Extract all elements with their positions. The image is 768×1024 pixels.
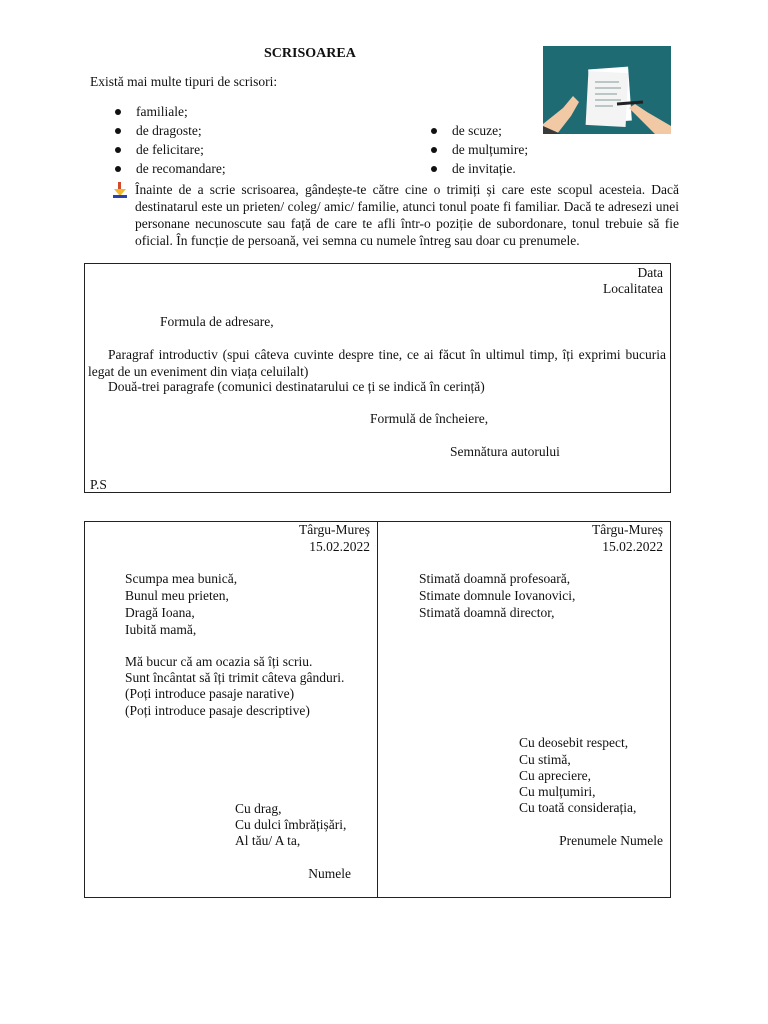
formal-closing: Cu apreciere, bbox=[519, 768, 591, 783]
template-body-paragraph: Două-trei paragrafe (comunici destinatarului ce ți se indică în cerință) bbox=[108, 379, 485, 394]
list-item: de dragoste; bbox=[136, 123, 202, 138]
informal-place: Târgu-Mureș bbox=[299, 522, 370, 537]
formal-greeting: Stimată doamnă director, bbox=[419, 605, 555, 620]
formal-closing: Cu stimă, bbox=[519, 752, 571, 767]
list-item: de invitație. bbox=[452, 161, 516, 176]
template-greeting: Formula de adresare, bbox=[160, 314, 274, 329]
formal-date: 15.02.2022 bbox=[602, 539, 663, 554]
informal-signature: Numele bbox=[308, 866, 351, 881]
note-paragraph: Înainte de a scrie scrisoarea, gândește-te către cine o trimiți și care este scopul acesteia. Dacă destinatarul este un prieten/ coleg/ amic/ familie, atunci tonul poate fi familiar. Dacă te adresezi unei personane necunoscute sau față de care te afli într-o poziție de subordonare, tonul trebuie să fie oficial. În funcție de persoană, vei semna cu numele întreg sau doar cu prenumele. bbox=[135, 182, 679, 248]
examples-box bbox=[84, 521, 671, 898]
formal-closing: Cu mulțumiri, bbox=[519, 784, 596, 799]
informal-greeting: Iubită mamă, bbox=[125, 622, 197, 637]
intro-text: Există mai multe tipuri de scrisori: bbox=[90, 74, 278, 89]
list-item: de mulțumire; bbox=[452, 142, 529, 157]
formal-closing: Cu toată considerația, bbox=[519, 800, 637, 815]
formal-greeting: Stimate domnule Iovanovici, bbox=[419, 588, 576, 603]
template-ps: P.S bbox=[90, 477, 107, 492]
list-item: de felicitare; bbox=[136, 142, 204, 157]
formal-place: Târgu-Mureș bbox=[592, 522, 663, 537]
list-item: familiale; bbox=[136, 104, 188, 119]
template-date: Data bbox=[637, 265, 663, 280]
letter-template-box bbox=[84, 263, 671, 493]
informal-greeting: Dragă Ioana, bbox=[125, 605, 195, 620]
informal-date: 15.02.2022 bbox=[309, 539, 370, 554]
page-title: SCRISOAREA bbox=[264, 46, 356, 61]
informal-closing: Cu dulci îmbrățișări, bbox=[235, 817, 347, 832]
formal-greeting: Stimată doamnă profesoară, bbox=[419, 571, 571, 586]
arrow-bullet-icon bbox=[113, 182, 127, 198]
informal-closing: Cu drag, bbox=[235, 801, 282, 816]
informal-closing: Al tău/ A ta, bbox=[235, 833, 301, 848]
informal-greeting: Bunul meu prieten, bbox=[125, 588, 229, 603]
template-intro-paragraph: Paragraf introductiv (spui câteva cuvinte despre tine, ce ai făcut în ultimul timp, îți exprimi bucuria legat de un eveniment din viața celuilalt) bbox=[88, 347, 666, 379]
list-item: de recomandare; bbox=[136, 161, 226, 176]
formal-closing: Cu deosebit respect, bbox=[519, 735, 629, 750]
informal-body-line: Sunt încântat să îți trimit câteva gânduri. bbox=[125, 670, 345, 685]
template-signature: Semnătura autorului bbox=[450, 444, 560, 459]
template-place: Localitatea bbox=[603, 281, 663, 296]
list-item: de scuze; bbox=[452, 123, 502, 138]
informal-body-line: (Poți introduce pasaje narative) bbox=[125, 686, 295, 701]
informal-greeting: Scumpa mea bunică, bbox=[125, 571, 238, 586]
column-divider bbox=[377, 522, 378, 897]
informal-body-line: Mă bucur că am ocazia să îți scriu. bbox=[125, 654, 313, 669]
writing-letter-illustration bbox=[543, 46, 671, 134]
informal-body-line: (Poți introduce pasaje descriptive) bbox=[125, 703, 310, 718]
formal-signature: Prenumele Numele bbox=[559, 833, 663, 848]
template-closing: Formulă de încheiere, bbox=[370, 411, 489, 426]
